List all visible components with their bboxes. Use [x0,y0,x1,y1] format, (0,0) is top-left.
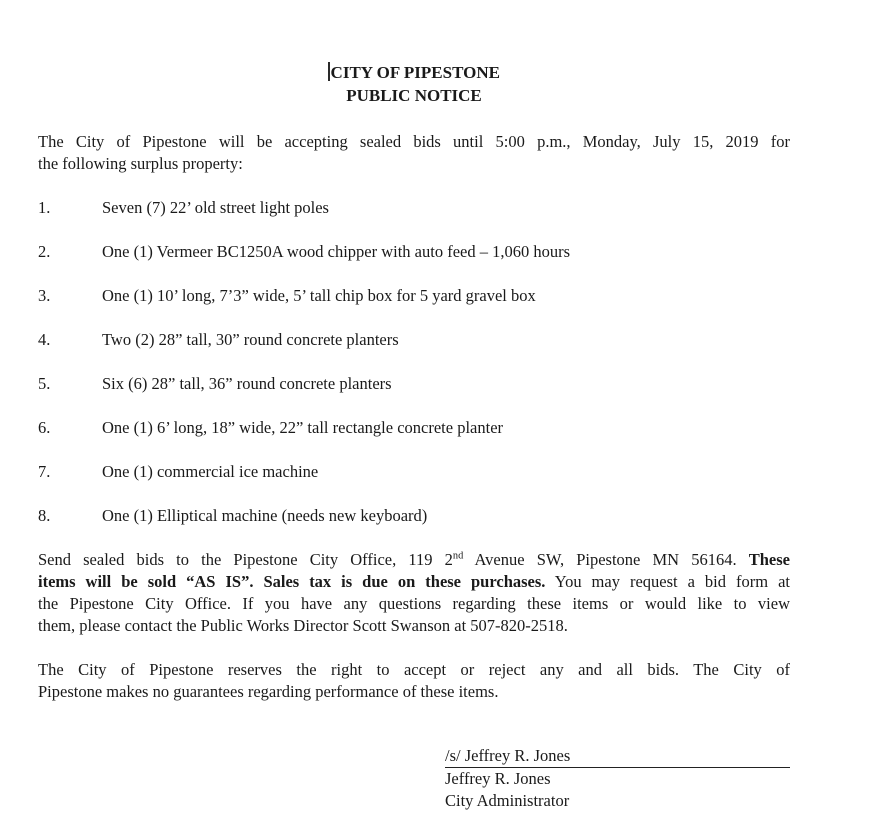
list-item [38,417,790,439]
notice-title-line2: PUBLIC NOTICE [346,85,482,105]
paragraph-line [38,571,790,593]
list-item-text: One (1) 10’ long, 7’3” wide, 5’ tall chip box for 5 yard gravel box [102,286,536,305]
list-item-text: Seven (7) 22’ old street light poles [102,198,329,217]
list-item-text: Two (2) 28” tall, 30” round concrete planters [102,330,399,349]
list-item-number: 7. [38,462,51,481]
list-item-text: One (1) commercial ice machine [102,462,319,481]
list-item-text: One (1) 6’ long, 18” wide, 22” tall rectangle concrete planter [102,418,504,437]
text-run: the Pipestone City Office. If you have any questions regarding these items or would like to view [38,594,790,613]
text-run: Pipestone makes no guarantees regarding performance of these items. [38,682,499,701]
superscript-text: nd [452,550,464,562]
disclaimer-paragraph [38,659,790,703]
list-item-number: 4. [38,330,51,349]
document-content [38,62,790,812]
bold-text-run: items will be sold “AS IS”. Sales tax is due on these purchases. [38,572,546,591]
list-item [38,197,790,219]
notice-title-line1 [38,62,790,85]
list-item [38,329,790,351]
text-run: them, please contact the Public Works Director Scott Swanson at 507-820-2518. [38,616,568,635]
list-item-number: 8. [38,506,51,525]
notice-header [38,62,790,107]
paragraph-line [38,681,790,703]
paragraph-line [38,615,790,637]
intro-paragraph [38,131,790,175]
text-run: the following surplus property: [38,154,243,173]
bold-text-run: These [748,550,790,569]
list-item-text: One (1) Vermeer BC1250A wood chipper with auto feed – 1,060 hours [102,242,571,261]
list-item-text: One (1) Elliptical machine (needs new keyboard) [102,506,428,525]
text-run: You may request a bid form at [545,572,790,591]
list-item-number: 6. [38,418,51,437]
list-item-number: 2. [38,242,51,261]
signature-line [445,745,790,768]
list-item [38,241,790,263]
list-item [38,285,790,307]
paragraph-line [38,593,790,615]
paragraph-line [38,153,790,175]
paragraph-line [38,549,790,571]
text-run: Send sealed bids to the Pipestone City Office, 119 2 [38,550,453,569]
signature-signed-text: /s/ Jeffrey R. Jones [445,746,571,765]
text-cursor [328,62,330,81]
text-run: The City of Pipestone will be accepting sealed bids until 5:00 p.m., Monday, July 15, 2019 for [38,132,790,151]
list-item-number: 5. [38,374,51,393]
paragraph-line [38,659,790,681]
surplus-list [38,197,790,527]
signature-block [445,745,790,812]
list-item-number: 1. [38,198,51,217]
signatory-title: City Administrator [445,791,570,810]
list-item-text: Six (6) 28” tall, 36” round concrete planters [102,374,392,393]
list-item [38,373,790,395]
text-run: Avenue SW, Pipestone MN 56164. [463,550,749,569]
text-run: The City of Pipestone reserves the right to accept or reject any and all bids. The City of [38,660,790,679]
notice-title-text: CITY OF PIPESTONE [330,63,500,82]
list-item [38,461,790,483]
bids-instructions-paragraph [38,549,790,637]
list-item-number: 3. [38,286,51,305]
paragraph-line [38,131,790,153]
list-item [38,505,790,527]
signatory-name: Jeffrey R. Jones [445,769,551,788]
